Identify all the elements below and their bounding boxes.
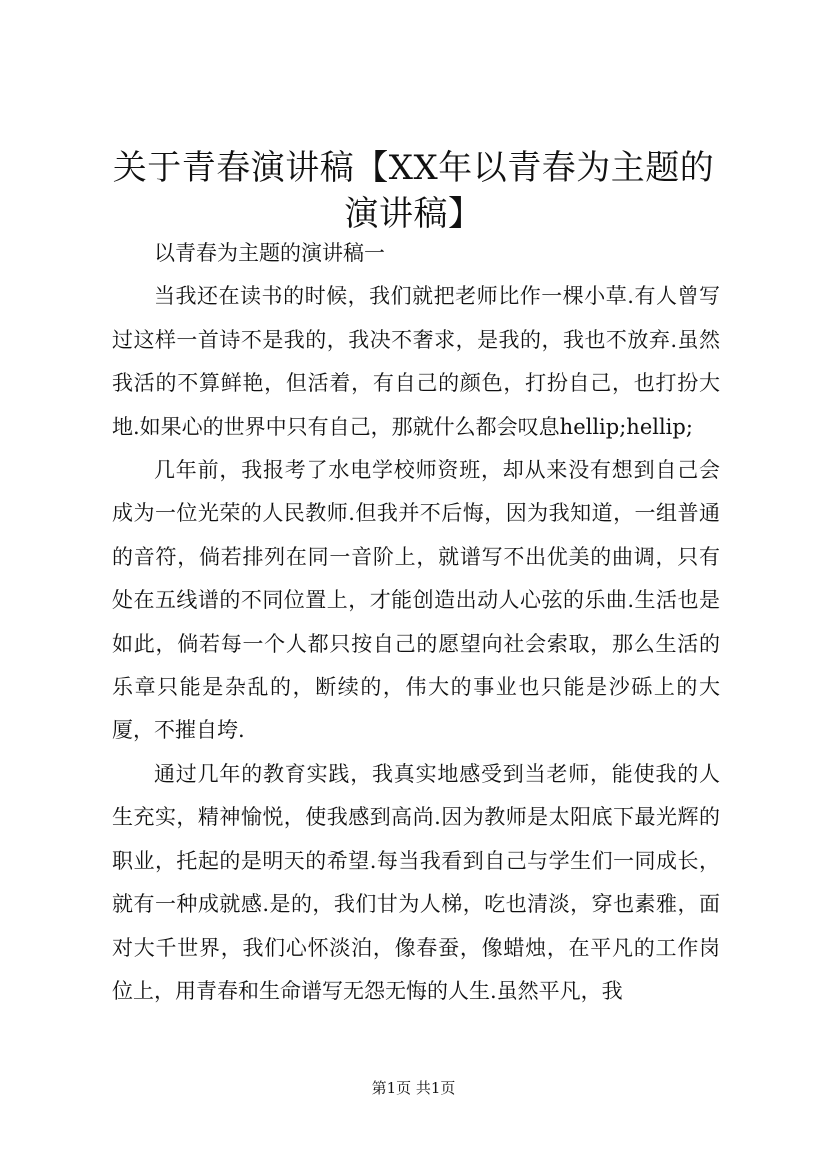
- document-body: [112, 232, 720, 1013]
- paragraph-subtitle: 以青春为主题的演讲稿一: [154, 241, 385, 265]
- page-footer: 第1页 共1页: [371, 1079, 456, 1097]
- paragraph: 通过几年的教育实践，我真实地感受到当老师，能使我的人生充实，精神愉悦，使我感到高尚.因为教师是太阳底下最光辉的职业，托起的是明天的希望.每当我看到自己与学生们一同成长，就有一种成就感.是的，我们甘为人梯，吃也清淡，穿也素雅，面对大千世界，我们心怀淡泊，像春蚕，像蜡烛，在平凡的工作岗位上，用青春和生命谱写无怨无悔的人生.虽然平凡，我: [112, 761, 720, 1003]
- paragraph: 当我还在读书的时候，我们就把老师比作一棵小草.有人曾写过这样一首诗不是我的，我决不奢求，是我的，我也不放弃.虽然我活的不算鲜艳，但活着，有自己的颜色，打扮自己，也打扮大地.如果心的世界中只有自己，那就什么都会叹息hellip;hellip;: [112, 284, 720, 439]
- paragraph: 几年前，我报考了水电学校师资班，却从来没有想到自己会成为一位光荣的人民教师.但我并不后悔，因为我知道，一组普通的音符，倘若排列在同一音阶上，就谱写不出优美的曲调，只有处在五线谱的不同位置上，才能创造出动人心弦的乐曲.生活也是如此，倘若每一个人都只按自己的愿望向社会索取，那么生活的乐章只能是杂乱的，断续的，伟大的事业也只能是沙砾上的大厦，不摧自垮.: [112, 458, 720, 743]
- document-title: 关于青春演讲稿【XX年以青春为主题的演讲稿】: [112, 148, 715, 234]
